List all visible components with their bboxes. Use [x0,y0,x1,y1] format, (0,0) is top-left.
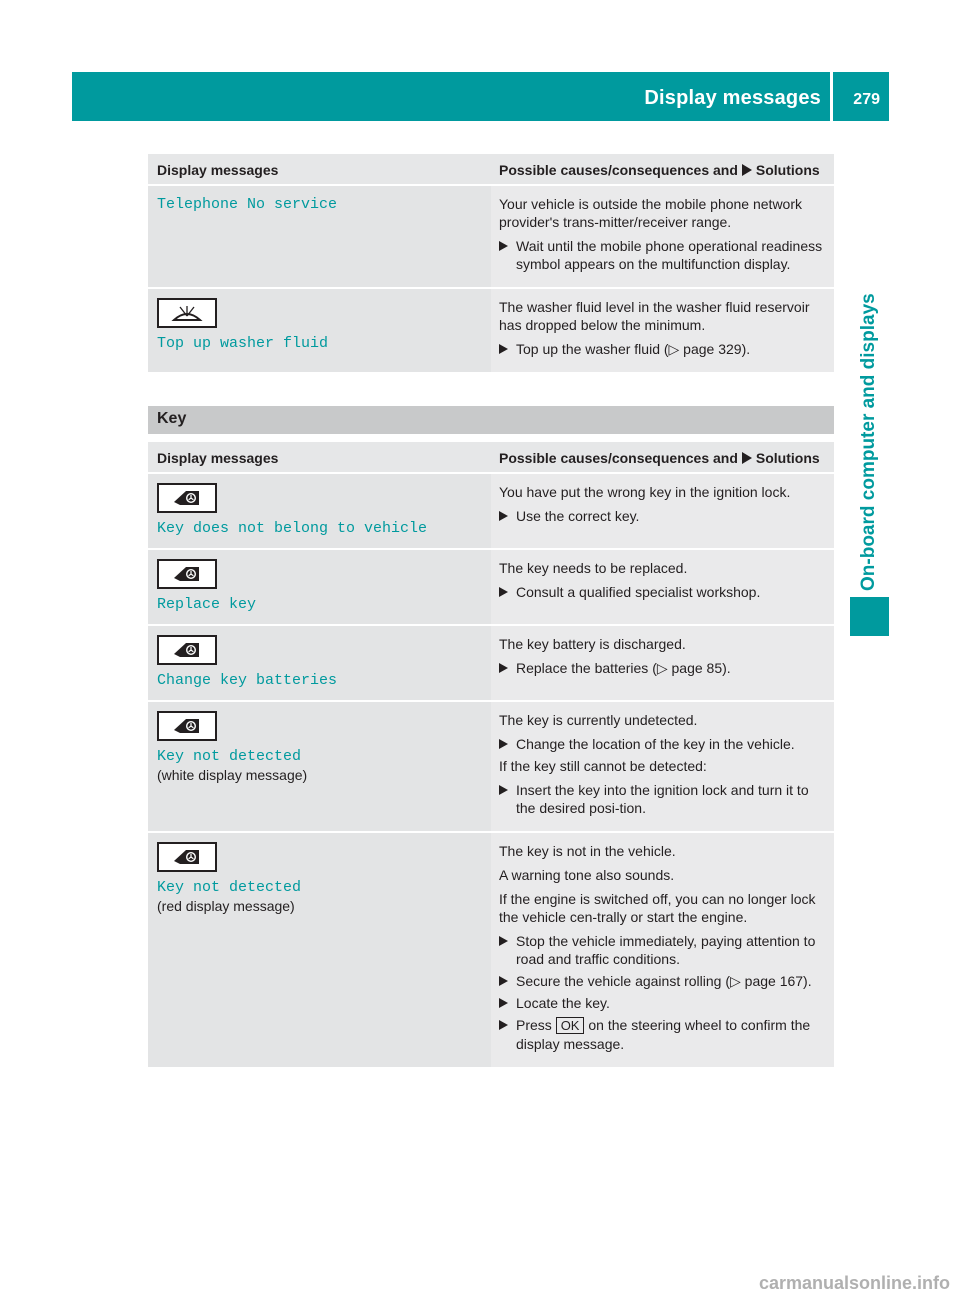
key-icon [157,842,217,872]
table-row [148,288,834,372]
solution-step-text: Wait until the mobile phone operational readiness symbol appears on the multifunction display. [516,238,823,272]
display-message-text: Key not detected [157,748,302,765]
column-header-messages: Display messages [148,154,491,185]
cause-text: Your vehicle is outside the mobile phone network provider's trans-mitter/receiver range. [499,196,803,230]
step-arrow-icon [499,976,508,986]
solution-cell [491,549,834,625]
solution-step-text: on the steering wheel to confirm the display message. [516,1017,811,1052]
cause-text: If the engine is switched off, you can no longer lock the vehicle cen-trally or start the engine. [499,891,816,925]
solution-step [499,583,826,601]
cause-text: You have put the wrong key in the ignition lock. [499,484,791,500]
display-message-text: Replace key [157,596,257,613]
solution-step [499,340,826,358]
solution-step-text: Top up the washer fluid (▷ page 329). [516,341,751,357]
display-message-cell [148,701,491,832]
display-message-note: (white display message) [157,767,308,783]
cause-text: If the key still cannot be detected: [499,758,707,774]
solution-step-text: Consult a qualified specialist workshop. [516,584,761,600]
column-header-solutions-label: Solutions [755,450,820,466]
solution-step-text: Use the correct key. [516,508,640,524]
arrow-icon [742,164,752,176]
solution-cell [491,701,834,832]
cause-text: The key battery is discharged. [499,636,686,652]
display-messages-table-telephone [148,154,834,372]
side-tab-label: On-board computer and displays [858,293,879,591]
display-message-text: Telephone No service [157,196,338,213]
table-row [148,832,834,1067]
display-message-note: (red display message) [157,898,295,914]
display-message-cell [148,288,491,372]
step-arrow-icon [499,1020,508,1030]
arrow-icon [742,452,752,464]
step-arrow-icon [499,241,508,251]
display-message-text: Change key batteries [157,672,338,689]
cause-text: The key needs to be replaced. [499,560,688,576]
page-number: 279 [853,91,880,108]
solution-cell [491,185,834,288]
column-header-solutions [491,442,834,473]
step-arrow-icon [499,344,508,354]
display-message-cell [148,625,491,701]
header-divider [830,72,833,121]
page-title: Display messages [644,87,821,109]
cause-text: A warning tone also sounds. [499,867,675,883]
section-title: Key [157,410,187,427]
step-arrow-icon [499,587,508,597]
solution-step [499,781,826,817]
cause-text: The key is not in the vehicle. [499,843,676,859]
solution-cell [491,832,834,1067]
solution-step-text: Stop the vehicle immediately, paying attention to road and traffic conditions. [516,933,816,967]
display-message-text: Key not detected [157,879,302,896]
solution-step [499,735,826,753]
solution-step [499,1016,826,1053]
table-row [148,549,834,625]
step-arrow-icon [499,785,508,795]
washer-fluid-icon [157,298,217,328]
watermark: carmanualsonline.info [758,1273,950,1293]
solution-cell [491,288,834,372]
solution-step [499,972,826,990]
solution-cell [491,473,834,549]
ok-button-glyph: OK [556,1017,585,1034]
column-header-solutions [491,154,834,185]
column-header-solutions-label: Solutions [755,162,820,178]
solution-step-text: Change the location of the key in the vehicle. [516,736,795,752]
solution-step [499,507,826,525]
key-icon [157,483,217,513]
solution-step-text: Secure the vehicle against rolling (▷ page 167). [516,973,812,989]
solution-step [499,932,826,968]
side-tab-marker [850,597,889,636]
header-bar [72,72,889,121]
display-message-text: Top up washer fluid [157,335,329,352]
key-icon [157,559,217,589]
step-arrow-icon [499,936,508,946]
table-row [148,625,834,701]
column-header-causes: Possible causes/consequences and [499,450,738,466]
display-message-cell [148,185,491,288]
step-arrow-icon [499,998,508,1008]
display-message-cell [148,473,491,549]
key-icon [157,635,217,665]
column-header-causes: Possible causes/consequences and [499,162,738,178]
column-header-messages: Display messages [148,442,491,473]
solution-step [499,994,826,1012]
step-arrow-icon [499,739,508,749]
step-arrow-icon [499,511,508,521]
cause-text: The key is currently undetected. [499,712,698,728]
table-row [148,473,834,549]
solution-step [499,237,826,273]
solution-cell [491,625,834,701]
step-arrow-icon [499,663,508,673]
solution-step-text: Press [516,1017,552,1033]
section-heading-key [148,406,834,434]
display-messages-table-key [148,442,834,1067]
solution-step-text: Insert the key into the ignition lock and turn it to the desired posi-tion. [516,782,809,816]
solution-step-text: Locate the key. [516,995,610,1011]
display-message-cell [148,549,491,625]
solution-step-text: Replace the batteries (▷ page 85). [516,660,731,676]
display-message-cell [148,832,491,1067]
key-icon [157,711,217,741]
solution-step [499,659,826,677]
table-row [148,185,834,288]
cause-text: The washer fluid level in the washer fluid reservoir has dropped below the minimum. [499,299,810,333]
table-row [148,701,834,832]
display-message-text: Key does not belong to vehicle [157,520,428,537]
